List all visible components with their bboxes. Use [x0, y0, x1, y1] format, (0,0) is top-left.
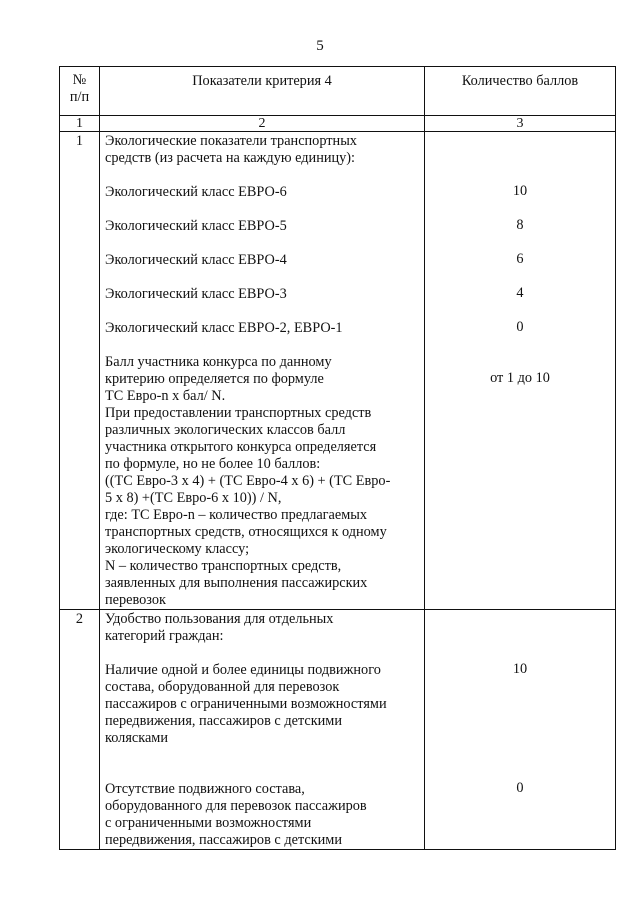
option1-line: колясками	[105, 730, 169, 746]
formula-line: по формуле, но не более 10 баллов:	[105, 456, 321, 472]
formula-line: ТС Евро-n х бал/ N.	[105, 388, 226, 404]
index-row	[60, 116, 616, 132]
option2-line: с ограниченными возможностями	[105, 815, 312, 831]
table-row-1	[60, 132, 616, 610]
formula-line: Балл участника конкурса по данному	[105, 354, 332, 370]
euro6-score: 10	[512, 183, 528, 199]
row2-description	[100, 610, 425, 850]
euro4-score: 6	[516, 251, 524, 267]
table-row-2	[60, 610, 616, 850]
euro-class-label: Экологический класс ЕВРО-3	[105, 286, 287, 302]
row2-intro-line: Удобство пользования для отдельных	[105, 611, 334, 627]
formula-line: N – количество транспортных средств,	[105, 558, 342, 574]
row1-intro-line: Экологические показатели транспортных	[105, 133, 357, 149]
row1-description	[100, 132, 425, 610]
euro5-score: 8	[516, 217, 524, 233]
euro2-1-score: 0	[516, 319, 524, 335]
index-cell-1: 1	[60, 116, 100, 132]
index-cell-3: 3	[425, 116, 616, 132]
row1-intro-line: средств (из расчета на каждую единицу):	[105, 150, 356, 166]
row2-scores	[425, 610, 616, 850]
option2-line: оборудованного для перевозок пассажиров	[105, 798, 367, 814]
formula-line: различных экологических классов балл	[105, 422, 346, 438]
page-number: 5	[316, 38, 324, 54]
header-number-line1: №	[72, 72, 87, 88]
row2-intro-line: категорий граждан:	[105, 628, 224, 644]
row1-scores	[425, 132, 616, 610]
euro-class-label: Экологический класс ЕВРО-5	[105, 218, 287, 234]
euro-class-label: Экологический класс ЕВРО-6	[105, 184, 287, 200]
header-points: Количество баллов	[425, 67, 616, 116]
header-number-line2: п/п	[69, 89, 90, 105]
index-cell-2: 2	[100, 116, 425, 132]
euro-class-label: Экологический класс ЕВРО-4	[105, 252, 287, 268]
formula-line: участника открытого конкурса определяется	[105, 439, 377, 455]
formula-score: от 1 до 10	[490, 370, 550, 386]
euro3-score: 4	[516, 285, 524, 301]
option1-line: передвижения, пассажиров с детскими	[105, 713, 343, 729]
row2-number: 2	[60, 610, 100, 850]
option2-line: Отсутствие подвижного состава,	[105, 781, 305, 797]
euro-class-label: Экологический класс ЕВРО-2, ЕВРО-1	[105, 320, 343, 336]
header-criteria: Показатели критерия 4	[100, 67, 425, 116]
formula-line: перевозок	[105, 592, 166, 608]
formula-line: где: ТС Евро-n – количество предлагаемых	[105, 507, 368, 523]
row1-number: 1	[60, 132, 100, 610]
header-number	[60, 67, 100, 116]
formula-line: При предоставлении транспортных средств	[105, 405, 372, 421]
option1-line: пассажиров с ограниченными возможностями	[105, 696, 387, 712]
option1-line: состава, оборудованной для перевозок	[105, 679, 340, 695]
formula-line: заявленных для выполнения пассажирских	[105, 575, 368, 591]
formula-line: ((ТС Евро-3 х 4) + (ТС Евро-4 х 6) + (ТС Евро-	[105, 473, 391, 489]
option1-line: Наличие одной и более единицы подвижного	[105, 662, 381, 678]
option1-score: 10	[512, 661, 528, 677]
formula-line: экологическому классу;	[105, 541, 250, 557]
formula-line: транспортных средств, относящихся к одному	[105, 524, 387, 540]
formula-line: 5 х 8) +(ТС Евро-6 х 10)) / N,	[105, 490, 282, 506]
option2-line: передвижения, пассажиров с детскими	[105, 832, 343, 848]
criteria-table	[59, 66, 616, 850]
option2-score: 0	[516, 780, 524, 796]
formula-line: критерию определяется по формуле	[105, 371, 324, 387]
header-row	[60, 67, 616, 116]
